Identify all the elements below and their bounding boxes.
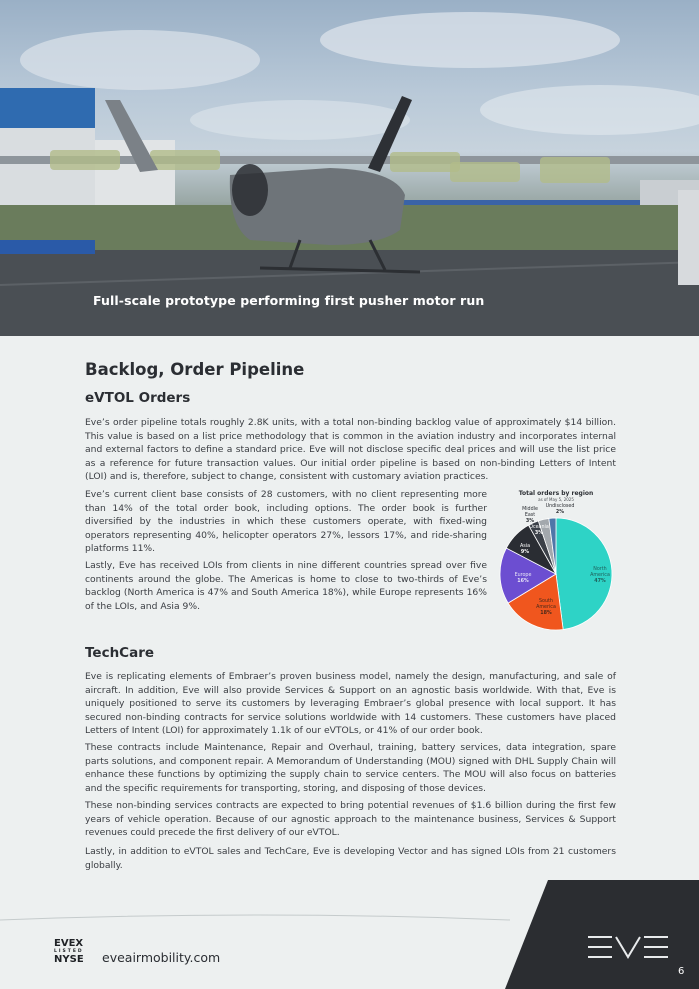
page-number: 6 [678,966,685,977]
evtol-paragraph-2: Eve’s current client base consists of 28 customers, with no client representing more than 14% of the total order book, including options. The order book is further diversified by the industries in which these customers operate, with fixed-wing operators representing 40%, helicopter operators 27%, lessors 17%, and ride-sharing platforms 11%. [85,489,487,555]
pie-label-north-america-pct: 47% [594,579,606,584]
pie-label-middle-east: East [524,513,536,518]
pie-label-europe: Europe [514,573,532,578]
logo-exchange: NYSE [54,954,84,965]
pie-label-south-america: South [539,599,553,604]
evtol-paragraph-3: Lastly, Eve has received LOIs from clients in nine different countries spread over five continents around the globe. The Americas is home to close to two-thirds of Eve’s backlog (North America is 47% and South America 18%), while Europe represents 16% of the LOIs, and Asia 9%. [85,560,487,612]
pie-label-asia: Asia [519,544,531,549]
pie-label-middle-east: Middle [522,507,538,512]
evtol-paragraph-1: Eve’s order pipeline totals roughly 2.8K units, with a total non-binding backlog value of approximately $14 billion. This value is based on a list price methodology that is common in the aviation industry and incorporates internal and external factors to define a standard price. Eve will not disclose specific deal prices and will use the list price as a reference for future transaction values. Our initial order pipeline is based on non-binding Letters of Intent (LOI) and is, therefore, subject to change, consistent with customary aviation practices. [85,417,616,483]
pie-label-middle-east-pct: 3% [525,519,535,524]
pie-label-asia-pct: 9% [520,550,530,555]
chart-title: Total orders by region [518,490,594,497]
pie-label-south-america-pct: 18% [540,611,552,616]
pie-label-undisclosed-pct: 2% [555,510,565,515]
logo-ticker: EVEX [54,938,84,949]
pie-label-europe-pct: 16% [517,579,529,584]
techcare-paragraph-1: Eve is replicating elements of Embraer’s proven business model, namely the design, manufacturing, and sale of aircraft. In addition, Eve will also provide Services & Support on an agnostic basis worldwide. With that, Eve is uniquely positioned to serve its customers by leveraging Embraer’s global presence with local support. It has secured non-binding contracts for service solutions worldwide with 14 customers. These customers have placed Letters of Intent (LOI) for approximately 1.1k of our eVTOLs, or 41% of our order book. [85,671,616,737]
pie-label-undisclosed: Undisclosed [545,504,575,509]
evex-nyse-listing-logo [54,939,86,965]
pie-label-north-america: North [593,567,607,572]
techcare-heading: TechCare [85,645,155,661]
logo-listed: LISTED [54,949,84,954]
techcare-paragraph-3: These non-binding services contracts are expected to bring potential revenues of $1.6 billion during the first few years of vehicle operation. Because of our agnostic approach to the maintenance business, Services & Support revenues could precede the first delivery of our eVTOL. [85,800,616,839]
techcare-paragraph-4: Lastly, in addition to eVTOL sales and TechCare, Eve is developing Vector and has signed LOIs from 21 customers globally. [85,846,616,871]
evtol-orders-heading: eVTOL Orders [85,390,191,406]
pie-label-south-america: America [536,605,556,610]
pie-label-oceania: Oceania [529,525,549,530]
page-title: Backlog, Order Pipeline [85,360,305,379]
website-link[interactable]: eveairmobility.com [102,950,221,965]
pie-label-oceania-pct: 3% [534,531,544,536]
techcare-paragraph-2: These contracts include Maintenance, Repair and Overhaul, training, battery services, data integration, spare parts solutions, and component repair. A Memorandum of Understanding (MOU) signed with DHL Supply Chain will enhance these functions by optimizing the supply chain to service centers. The MOU will also focus on batteries and the specific requirements for transporting, storing, and disposing of those devices. [85,742,616,794]
hero-caption: Full-scale prototype performing first pusher motor run [93,293,485,308]
chart-subtitle: as of May 5, 2025 [538,497,574,502]
pie-label-north-america: America [590,573,610,578]
